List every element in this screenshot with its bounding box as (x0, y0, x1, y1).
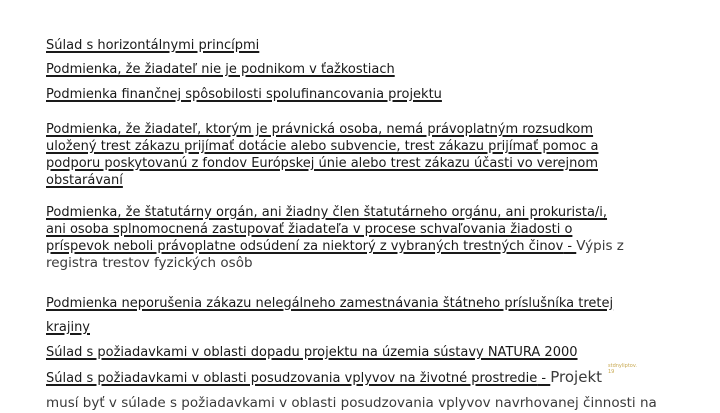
footer-watermark (608, 363, 637, 375)
link-statutory-dash[interactable]: - (563, 239, 577, 254)
item-horizontal-principles[interactable] (46, 37, 259, 55)
link-legal-person-4[interactable]: obstarávaní (46, 173, 123, 188)
item-legal-person-line-4[interactable] (46, 172, 123, 190)
environmental-continuation-text: musí byť v súlade s požiadavkami v oblasti posudzovania vplyvov navrhovanej činnosti na (46, 395, 657, 411)
item-environmental-continuation (46, 395, 657, 413)
item-statutory-line-4 (46, 255, 253, 273)
criminal-record-text-2: registra trestov fyzických osôb (46, 255, 253, 271)
link-statutory-2[interactable]: ani osoba splnomocnená zastupovať žiadateľa v procese schvaľovania žiadosti o (46, 222, 573, 237)
item-legal-person-line-3[interactable] (46, 155, 598, 173)
item-legal-person-line-2[interactable] (46, 138, 598, 156)
item-environmental-impact[interactable] (46, 369, 602, 388)
item-not-in-difficulty[interactable] (46, 61, 395, 79)
link-statutory-3[interactable]: príspevok neboli právoplatne odsúdení za niektorý z vybraných trestných činov (46, 239, 564, 254)
link-legal-person-2[interactable]: uložený trest zákazu prijímať dotácie alebo subvencie, trest zákazu prijímať pomoc a (46, 139, 599, 154)
link-statutory-1[interactable]: Podmienka, že štatutárny orgán, ani žiadny člen štatutárneho orgánu, ani prokurista/i, (46, 205, 608, 220)
link-legal-person-1[interactable]: Podmienka, že žiadateľ, ktorým je právnická osoba, nemá právoplatným rozsudkom (46, 122, 594, 137)
watermark-text: stdnyliptov. (608, 363, 637, 369)
link-not-in-difficulty[interactable]: Podmienka, že žiadateľ nie je podnikom v ťažkostiach (46, 62, 395, 77)
link-legal-person-3[interactable]: podporu poskytovanú z fondov Európskej únie alebo trest zákazu účasti vo verejnom (46, 156, 598, 171)
item-financial-capacity[interactable] (46, 86, 442, 104)
link-horizontal-principles[interactable]: Súlad s horizontálnymi princípmi (46, 38, 260, 53)
item-statutory-line-3[interactable] (46, 238, 624, 256)
page-number: 19 (608, 369, 615, 375)
link-financial-capacity[interactable]: Podmienka finančnej spôsobilosti spolufinancovania projektu (46, 87, 442, 102)
item-illegal-employment-line-1[interactable] (46, 295, 613, 313)
link-environmental-impact[interactable]: Súlad s požiadavkami v oblasti posudzovania vplyvov na životné prostredie (46, 371, 538, 386)
project-text: Projekt (550, 368, 603, 386)
item-statutory-line-2[interactable] (46, 221, 572, 239)
item-legal-person-line-1[interactable] (46, 121, 593, 139)
item-statutory-line-1[interactable] (46, 204, 607, 222)
item-natura-2000[interactable] (46, 344, 578, 362)
criminal-record-text: Výpis z (576, 238, 624, 254)
link-environmental-dash[interactable]: - (537, 371, 551, 386)
link-illegal-employment-2[interactable]: krajiny (46, 320, 90, 335)
item-illegal-employment-line-2[interactable] (46, 319, 90, 337)
link-natura-2000[interactable]: Súlad s požiadavkami v oblasti dopadu projektu na územia sústavy NATURA 2000 (46, 345, 578, 360)
link-illegal-employment-1[interactable]: Podmienka neporušenia zákazu nelegálneho zamestnávania štátneho príslušníka tretej (46, 296, 614, 311)
